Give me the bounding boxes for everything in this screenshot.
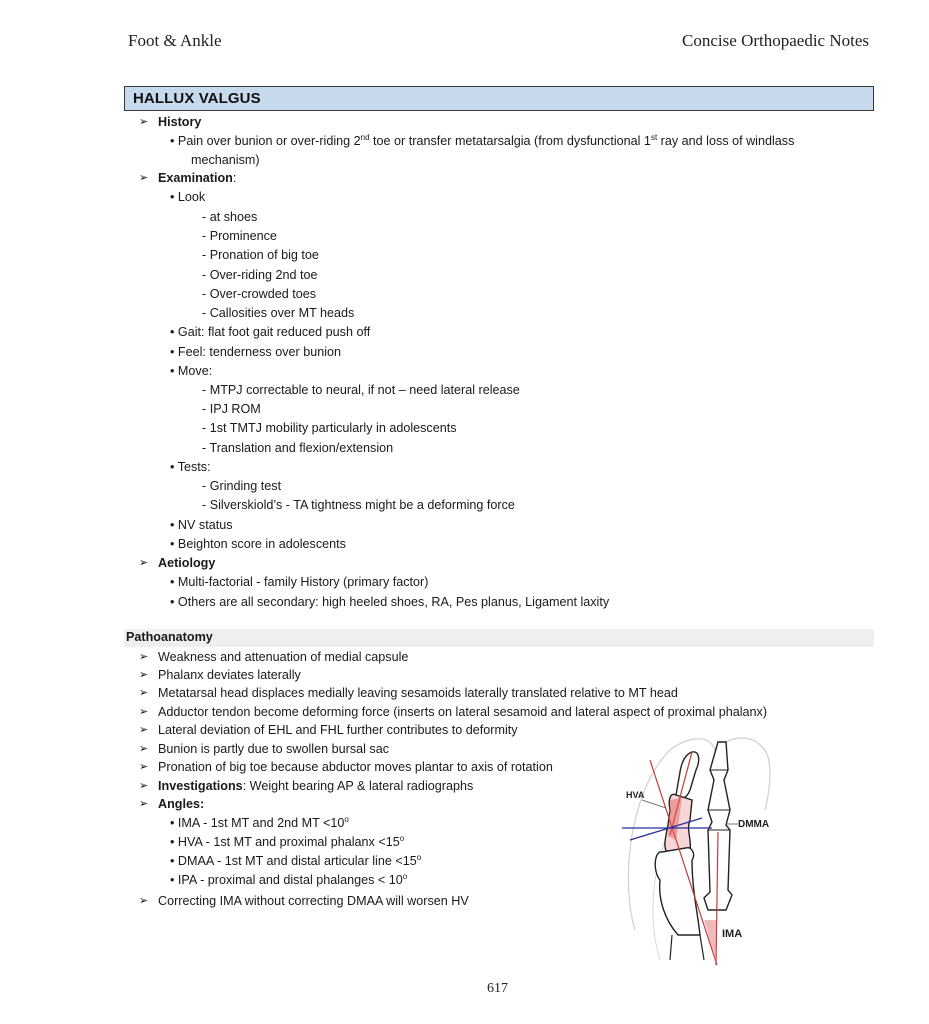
aetiology-heading: Aetiology <box>158 556 216 570</box>
examination-label: Examination <box>158 171 233 185</box>
exam-feel: • Feel: tenderness over bunion <box>170 345 342 359</box>
patho-item: Phalanx deviates laterally <box>158 668 301 682</box>
angle-item: • IMA - 1st MT and 2nd MT $<10^o$ <box>170 814 349 830</box>
arrow-bullet-icon: ➢ <box>139 669 149 681</box>
patho-item: Metatarsal head displaces medially leaving sesamoids laterally translated relative to MT head <box>158 686 678 700</box>
angles-heading: Angles: <box>158 797 205 811</box>
arrow-bullet-icon: ➢ <box>139 895 149 907</box>
look-item: - Prominence <box>202 229 277 243</box>
examination-heading <box>158 170 236 186</box>
hallux-valgus-radiograph-diagram <box>600 730 800 970</box>
angle-text: HVA - 1st MT and proximal phalanx <15 <box>177 835 400 849</box>
history-item: • Pain over bunion or over-riding 2nd toe or transfer metatarsalgia (from dysfunctional 1st ray and loss of windlass <box>170 132 795 148</box>
patho-item: Bunion is partly due to swollen bursal sac <box>158 742 390 756</box>
move-item-text: IPJ ROM <box>209 402 261 416</box>
move-item: - Translation and flexion/extension <box>202 441 394 455</box>
pathoanatomy-heading: Pathoanatomy <box>126 630 213 644</box>
gait-text: Gait: flat foot gait reduced push off <box>177 325 371 339</box>
degree-sign: o <box>402 871 408 881</box>
history-text-1: Pain over bunion or over-riding 2 <box>177 134 361 148</box>
move-item: - IPJ ROM <box>202 402 261 416</box>
tests-label: Tests: <box>177 460 211 474</box>
arrow-bullet-icon: ➢ <box>139 724 149 736</box>
degree-sign: o <box>416 852 422 862</box>
investigations-text: : Weight bearing AP & lateral radiographs <box>242 779 474 793</box>
move-item-text: Translation and flexion/extension <box>209 441 394 455</box>
look-item-text: Over-riding 2nd toe <box>209 268 318 282</box>
exam-gait: • Gait: flat foot gait reduced push off <box>170 325 371 339</box>
history-text-2: toe or transfer metatarsalgia (from dysfunctional 1 <box>369 134 651 148</box>
degree-sign: o <box>399 833 405 843</box>
aetiology-item-text: Multi-factorial - family History (primary factor) <box>177 575 429 589</box>
arrow-bullet-icon: ➢ <box>139 172 149 184</box>
look-item: - at shoes <box>202 210 258 224</box>
beighton-text: Beighton score in adolescents <box>177 537 346 551</box>
move-item: - MTPJ correctable to neural, if not – need lateral release <box>202 383 520 397</box>
arrow-bullet-icon: ➢ <box>139 780 149 792</box>
move-item: - 1st TMTJ mobility particularly in adolescents <box>202 421 457 435</box>
look-label: Look <box>177 190 206 204</box>
arrow-bullet-icon: ➢ <box>139 743 149 755</box>
test-item: - Silverskiold’s - TA tightness might be a deforming force <box>202 498 515 512</box>
arrow-bullet-icon: ➢ <box>139 761 149 773</box>
hva-label: HVA <box>626 790 645 800</box>
patho-item: Weakness and attenuation of medial capsule <box>158 650 409 664</box>
aetiology-item: • Multi-factorial - family History (primary factor) <box>170 575 429 589</box>
colon: : <box>232 171 237 185</box>
test-item: - Grinding test <box>202 479 282 493</box>
patho-final-item: Correcting IMA without correcting DMAA will worsen HV <box>158 894 469 908</box>
page-number: 617 <box>487 981 508 996</box>
exam-nv: • NV status <box>170 518 233 532</box>
section-title-box <box>124 86 874 111</box>
look-item: - Callosities over MT heads <box>202 306 355 320</box>
test-item-text: Grinding test <box>209 479 282 493</box>
second-toe-bones <box>704 742 732 910</box>
exam-look: • Look <box>170 190 206 204</box>
patho-item: Pronation of big toe because abductor moves plantar to axis of rotation <box>158 760 553 774</box>
running-header-left: Foot & Ankle <box>128 31 222 50</box>
aetiology-item: • Others are all secondary: high heeled shoes, RA, Pes planus, Ligament laxity <box>170 595 610 609</box>
investigations-label: Investigations <box>158 779 243 793</box>
look-item-text: Prominence <box>209 229 277 243</box>
nv-text: NV status <box>177 518 233 532</box>
ima-label: IMA <box>722 928 743 940</box>
patho-item: Adductor tendon become deforming force (inserts on lateral sesamoid and lateral aspect of proximal phalanx) <box>158 705 768 719</box>
look-item-text: at shoes <box>209 210 258 224</box>
history-item-continued: mechanism) <box>191 153 260 167</box>
move-label: Move: <box>177 364 213 378</box>
look-item: - Over-crowded toes <box>202 287 317 301</box>
exam-tests: • Tests: <box>170 460 211 474</box>
pathoanatomy-heading-bar <box>124 629 874 647</box>
angle-item: • IPA - proximal and distal phalanges < $10^o$ <box>170 871 408 887</box>
look-item-text: Callosities over MT heads <box>209 306 355 320</box>
angle-item: • HVA - 1st MT and proximal phalanx $<15^o$ <box>170 833 405 849</box>
test-item-text: Silverskiold’s - TA tightness might be a deforming force <box>209 498 515 512</box>
ima-angle-fill <box>704 920 716 962</box>
angle-text: DMAA - 1st MT and distal articular line <15 <box>177 854 417 868</box>
move-item-text: 1st TMTJ mobility particularly in adolescents <box>209 421 457 435</box>
hallux-bones <box>676 752 699 799</box>
superscript: st <box>650 132 658 142</box>
degree-sign: o <box>344 814 349 824</box>
aetiology-item-text: Others are all secondary: high heeled shoes, RA, Pes planus, Ligament laxity <box>177 595 610 609</box>
arrow-bullet-icon: ➢ <box>139 651 149 663</box>
angle-text: IMA - 1st MT and 2nd MT <10 <box>177 816 345 830</box>
arrow-bullet-icon: ➢ <box>139 557 149 569</box>
arrow-bullet-icon: ➢ <box>139 687 149 699</box>
history-text-3: ray and loss of windlass <box>657 134 795 148</box>
feel-text: Feel: tenderness over bunion <box>177 345 342 359</box>
look-item-text: Pronation of big toe <box>209 248 319 262</box>
history-heading: History <box>158 115 202 129</box>
look-item: - Pronation of big toe <box>202 248 319 262</box>
exam-move: • Move: <box>170 364 213 378</box>
dmma-label: DMMA <box>738 819 770 830</box>
patho-item: Lateral deviation of EHL and FHL further contributes to deformity <box>158 723 518 737</box>
arrow-bullet-icon: ➢ <box>139 798 149 810</box>
arrow-bullet-icon: ➢ <box>139 116 149 128</box>
investigations-item <box>158 778 473 794</box>
exam-beighton: • Beighton score in adolescents <box>170 537 346 551</box>
section-title: HALLUX VALGUS <box>133 90 261 107</box>
look-item-text: Over-crowded toes <box>209 287 317 301</box>
running-header-right: Concise Orthopaedic Notes <box>682 31 869 50</box>
angle-text: IPA - proximal and distal phalanges < 10 <box>177 873 403 887</box>
arrow-bullet-icon: ➢ <box>139 706 149 718</box>
move-item-text: MTPJ correctable to neural, if not – need lateral release <box>209 383 520 397</box>
angle-item: • DMAA - 1st MT and distal articular line $<15^o$ <box>170 852 422 868</box>
look-item: - Over-riding 2nd toe <box>202 268 318 282</box>
superscript: nd <box>360 132 370 142</box>
